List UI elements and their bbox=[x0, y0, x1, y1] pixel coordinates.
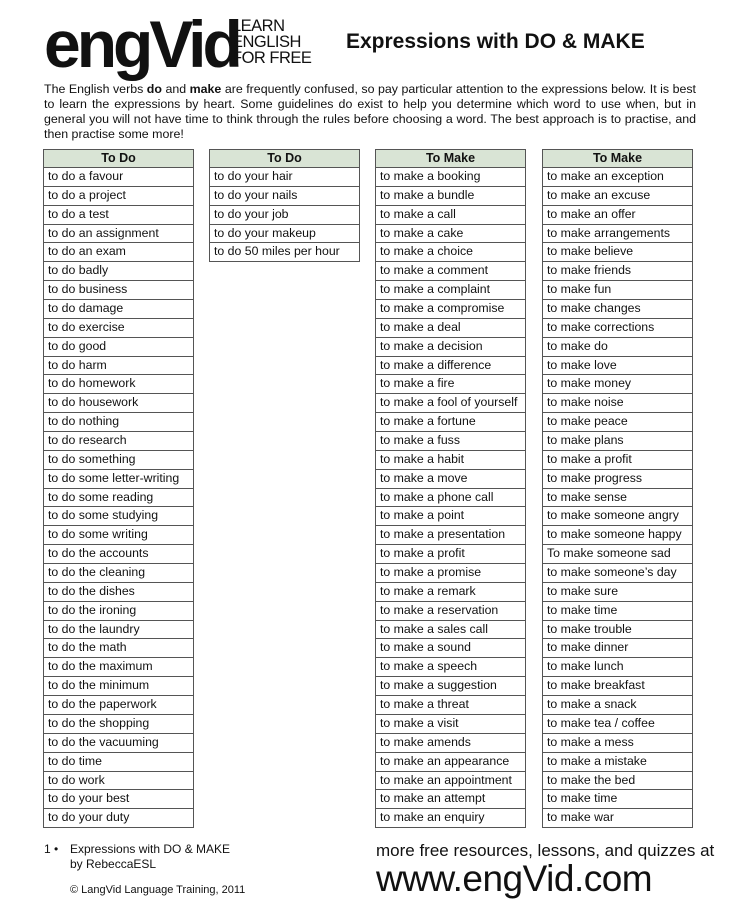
expression-item: to make an exception bbox=[542, 168, 693, 187]
expression-item: to make sure bbox=[542, 583, 693, 602]
expression-item: to make a comment bbox=[375, 262, 526, 281]
expression-item: to do the maximum bbox=[43, 658, 194, 677]
expression-item: to do some writing bbox=[43, 526, 194, 545]
intro-do-word: do bbox=[146, 82, 162, 96]
footer-doc-title: Expressions with DO & MAKE bbox=[70, 842, 231, 856]
expression-item: to make an enquiry bbox=[375, 809, 526, 828]
expression-item: to do the minimum bbox=[43, 677, 194, 696]
expression-item: to make progress bbox=[542, 470, 693, 489]
column-header: To Do bbox=[209, 149, 360, 168]
logo-tagline-line: LEARN bbox=[232, 17, 285, 35]
expression-list bbox=[43, 168, 194, 828]
column-to-make-2 bbox=[542, 149, 693, 828]
expression-item: to do work bbox=[43, 772, 194, 791]
column-header: To Make bbox=[375, 149, 526, 168]
copyright: © LangVid Language Training, 2011 bbox=[70, 884, 246, 896]
expression-item: to make a phone call bbox=[375, 489, 526, 508]
expression-item: to do homework bbox=[43, 375, 194, 394]
expression-item: to do the math bbox=[43, 639, 194, 658]
expression-item: to make a habit bbox=[375, 451, 526, 470]
expression-item: to make fun bbox=[542, 281, 693, 300]
expression-item: to make a sound bbox=[375, 639, 526, 658]
expression-item: to make sense bbox=[542, 489, 693, 508]
expression-item: to make the bed bbox=[542, 772, 693, 791]
logo-tagline-line: FOR FREE bbox=[232, 49, 312, 67]
expression-item: to make someone angry bbox=[542, 507, 693, 526]
expression-item: to make a remark bbox=[375, 583, 526, 602]
expression-item: to make a fuss bbox=[375, 432, 526, 451]
footer-tagline: more free resources, lessons, and quizzes at bbox=[376, 841, 715, 860]
expression-item: to do the laundry bbox=[43, 621, 194, 640]
expression-item: to make time bbox=[542, 602, 693, 621]
expression-item: to do a project bbox=[43, 187, 194, 206]
expression-item: to make dinner bbox=[542, 639, 693, 658]
column-header: To Do bbox=[43, 149, 194, 168]
intro-make-word: make bbox=[189, 82, 222, 96]
expression-item: to make a sales call bbox=[375, 621, 526, 640]
column-to-make-1 bbox=[375, 149, 526, 828]
footer-doc-info bbox=[44, 842, 230, 872]
expression-item: to make an appearance bbox=[375, 753, 526, 772]
expression-item: to make a threat bbox=[375, 696, 526, 715]
expression-item: to do some studying bbox=[43, 507, 194, 526]
expression-item: to make a difference bbox=[375, 357, 526, 376]
expression-item: to make a snack bbox=[542, 696, 693, 715]
expression-item: To make someone sad bbox=[542, 545, 693, 564]
expression-item: to make a presentation bbox=[375, 526, 526, 545]
expression-item: to make a profit bbox=[375, 545, 526, 564]
expression-list bbox=[375, 168, 526, 828]
expression-item: to do something bbox=[43, 451, 194, 470]
expression-item: to make an attempt bbox=[375, 790, 526, 809]
footer-url[interactable]: www.engVid.com bbox=[376, 858, 653, 899]
expression-item: to make a mess bbox=[542, 734, 693, 753]
expression-item: to do damage bbox=[43, 300, 194, 319]
expression-item: to do harm bbox=[43, 357, 194, 376]
expression-item: to do your best bbox=[43, 790, 194, 809]
expression-item: to do a test bbox=[43, 206, 194, 225]
expression-item: to make a visit bbox=[375, 715, 526, 734]
expression-item: to make a compromise bbox=[375, 300, 526, 319]
expression-item: to make plans bbox=[542, 432, 693, 451]
expression-item: to make noise bbox=[542, 394, 693, 413]
expression-item: to do the vacuuming bbox=[43, 734, 194, 753]
expression-item: to do exercise bbox=[43, 319, 194, 338]
intro-text: and bbox=[161, 82, 190, 96]
expression-item: to do nothing bbox=[43, 413, 194, 432]
expression-item: to make time bbox=[542, 790, 693, 809]
expression-item: to make friends bbox=[542, 262, 693, 281]
expression-item: to make corrections bbox=[542, 319, 693, 338]
expression-item: to do your makeup bbox=[209, 225, 360, 244]
expression-item: to do the shopping bbox=[43, 715, 194, 734]
expression-item: to make love bbox=[542, 357, 693, 376]
expression-item: to do the dishes bbox=[43, 583, 194, 602]
expression-item: to do the accounts bbox=[43, 545, 194, 564]
expression-item: to make an excuse bbox=[542, 187, 693, 206]
expression-item: to make a cake bbox=[375, 225, 526, 244]
expression-item: to make someone’s day bbox=[542, 564, 693, 583]
expression-item: to make war bbox=[542, 809, 693, 828]
intro-paragraph bbox=[44, 82, 696, 142]
expression-item: to do your duty bbox=[43, 809, 194, 828]
expression-item: to make a choice bbox=[375, 243, 526, 262]
logo-tagline bbox=[232, 18, 311, 66]
logo-tagline-line: ENGLISH bbox=[232, 33, 301, 51]
expression-item: to make a complaint bbox=[375, 281, 526, 300]
expression-item: to make changes bbox=[542, 300, 693, 319]
expression-item: to make a point bbox=[375, 507, 526, 526]
column-header: To Make bbox=[542, 149, 693, 168]
expression-item: to do some reading bbox=[43, 489, 194, 508]
expression-item: to make amends bbox=[375, 734, 526, 753]
page-number: 1 • bbox=[44, 842, 59, 856]
expression-item: to make a speech bbox=[375, 658, 526, 677]
expression-item: to do some letter-writing bbox=[43, 470, 194, 489]
expression-item: to make a reservation bbox=[375, 602, 526, 621]
expression-item: to make an offer bbox=[542, 206, 693, 225]
expression-list bbox=[542, 168, 693, 828]
expression-item: to make breakfast bbox=[542, 677, 693, 696]
expression-item: to do the ironing bbox=[43, 602, 194, 621]
footer-author: by RebeccaESL bbox=[70, 857, 157, 871]
expression-item: to make a profit bbox=[542, 451, 693, 470]
expression-item: to do a favour bbox=[43, 168, 194, 187]
expression-item: to make a decision bbox=[375, 338, 526, 357]
expression-item: to make someone happy bbox=[542, 526, 693, 545]
expression-item: to do your nails bbox=[209, 187, 360, 206]
expression-item: to make a fire bbox=[375, 375, 526, 394]
expression-item: to do an assignment bbox=[43, 225, 194, 244]
expression-item: to do business bbox=[43, 281, 194, 300]
expression-item: to do time bbox=[43, 753, 194, 772]
intro-text: are frequently confused, so pay particular attention to the expressions below. It is best to learn the expressions by heart. Some guidelines do exist to help you determine which word to use when, but in general you will not have time to think through the rules before choosing a word. The best approach is to practise, and then practise some more! bbox=[44, 82, 697, 141]
expression-item: to make a call bbox=[375, 206, 526, 225]
expression-item: to make lunch bbox=[542, 658, 693, 677]
expression-item: to do research bbox=[43, 432, 194, 451]
expression-item: to make trouble bbox=[542, 621, 693, 640]
expression-item: to make a mistake bbox=[542, 753, 693, 772]
expression-item: to make do bbox=[542, 338, 693, 357]
expression-item: to make tea / coffee bbox=[542, 715, 693, 734]
expression-item: to make a booking bbox=[375, 168, 526, 187]
column-to-do-2 bbox=[209, 149, 360, 262]
expression-item: to do an exam bbox=[43, 243, 194, 262]
expression-item: to do your hair bbox=[209, 168, 360, 187]
expression-item: to make peace bbox=[542, 413, 693, 432]
intro-text: The English verbs bbox=[44, 82, 147, 96]
expression-item: to make money bbox=[542, 375, 693, 394]
engvid-logo: engVid bbox=[44, 7, 239, 81]
expression-item: to do badly bbox=[43, 262, 194, 281]
expression-item: to make an appointment bbox=[375, 772, 526, 791]
expression-item: to make a bundle bbox=[375, 187, 526, 206]
expression-item: to do your job bbox=[209, 206, 360, 225]
expression-item: to do good bbox=[43, 338, 194, 357]
expression-item: to do housework bbox=[43, 394, 194, 413]
expression-item: to make arrangements bbox=[542, 225, 693, 244]
expression-item: to make believe bbox=[542, 243, 693, 262]
expression-item: to make a move bbox=[375, 470, 526, 489]
expression-item: to make a promise bbox=[375, 564, 526, 583]
expression-item: to make a fortune bbox=[375, 413, 526, 432]
column-to-do-1 bbox=[43, 149, 194, 828]
expression-item: to make a fool of yourself bbox=[375, 394, 526, 413]
expression-item: to do 50 miles per hour bbox=[209, 243, 360, 262]
page-header bbox=[40, 7, 700, 81]
expression-item: to do the cleaning bbox=[43, 564, 194, 583]
expression-item: to do the paperwork bbox=[43, 696, 194, 715]
page-title: Expressions with DO & MAKE bbox=[346, 30, 645, 53]
expression-item: to make a deal bbox=[375, 319, 526, 338]
expression-list bbox=[209, 168, 360, 262]
expression-item: to make a suggestion bbox=[375, 677, 526, 696]
